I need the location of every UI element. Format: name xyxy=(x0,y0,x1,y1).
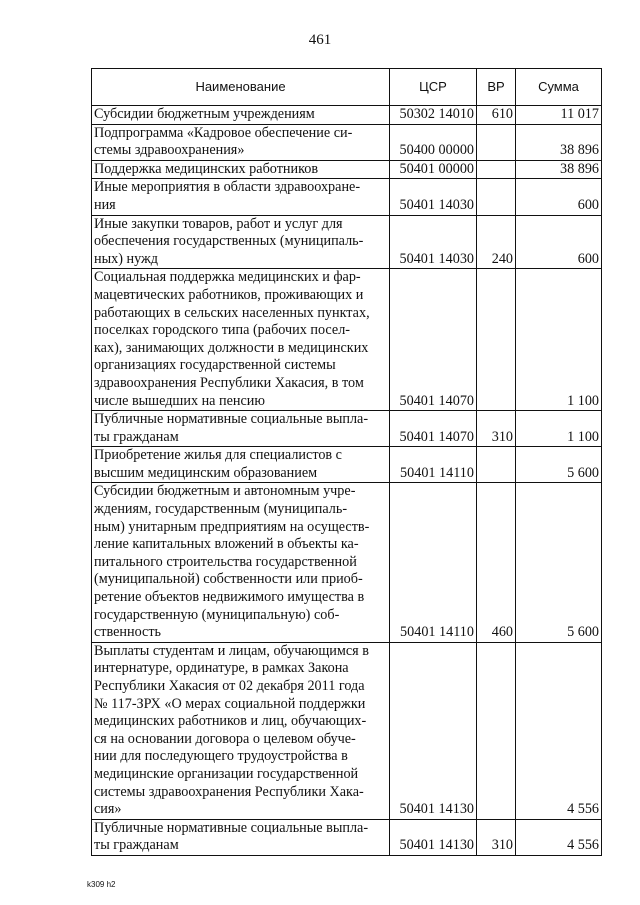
page-number: 461 xyxy=(308,32,332,48)
table-row xyxy=(92,819,602,855)
row-sum-cell: 4 556 xyxy=(516,642,602,819)
table-header-row xyxy=(92,69,602,106)
header-sum: Сумма xyxy=(516,69,602,106)
table-row xyxy=(92,447,602,483)
table-row xyxy=(92,160,602,179)
row-csr-cell: 50401 14130 xyxy=(390,819,477,855)
budget-table xyxy=(91,68,602,856)
table-row xyxy=(92,642,602,819)
row-vr-cell xyxy=(477,447,516,483)
row-name-cell: Публичные нормативные социальные выпла- ты гражданам xyxy=(92,411,390,447)
table-row xyxy=(92,215,602,269)
table-row xyxy=(92,106,602,125)
header-vr: ВР xyxy=(477,69,516,106)
row-name-cell: Субсидии бюджетным учреждениям xyxy=(92,106,390,125)
row-csr-cell: 50401 14110 xyxy=(390,483,477,642)
row-vr-cell: 310 xyxy=(477,819,516,855)
row-csr-cell: 50401 14030 xyxy=(390,179,477,215)
table-row xyxy=(92,483,602,642)
row-name-cell: Поддержка медицинских работников xyxy=(92,160,390,179)
row-vr-cell: 460 xyxy=(477,483,516,642)
row-name-cell: Приобретение жилья для специалистов с высшим медицинским образованием xyxy=(92,447,390,483)
row-vr-cell: 240 xyxy=(477,215,516,269)
row-vr-cell xyxy=(477,642,516,819)
row-sum-cell: 600 xyxy=(516,179,602,215)
row-sum-cell: 38 896 xyxy=(516,160,602,179)
footer-code: k309 h2 xyxy=(87,880,116,889)
table-body xyxy=(92,106,602,856)
row-name-cell: Публичные нормативные социальные выпла- ты гражданам xyxy=(92,819,390,855)
row-csr-cell: 50401 00000 xyxy=(390,160,477,179)
header-name: Наименование xyxy=(92,69,390,106)
table-row xyxy=(92,411,602,447)
row-vr-cell xyxy=(477,160,516,179)
row-name-cell: Выплаты студентам и лицам, обучающимся в интернатуре, ординатуре, в рамках Закона Республики Хакасия от 02 декабря 2011 года № 117-ЗРХ «О мерах социальной поддержки медицинских работников и лиц, обучающих- ся на основании договора о целевом обуче- нии для последующего трудоустройства в медицинские организации государственной системы здравоохранения Республики Хака- сия» xyxy=(92,642,390,819)
row-sum-cell: 600 xyxy=(516,215,602,269)
row-csr-cell: 50401 14130 xyxy=(390,642,477,819)
row-name-cell: Социальная поддержка медицинских и фар- мацевтических работников, проживающих и работающих в сельских населенных пунктах, поселках городского типа (рабочих посел- ках), занимающих должности в медицинских организациях государственной системы здравоохранения Республики Хакасия, в том числе вышедших на пенсию xyxy=(92,269,390,411)
row-vr-cell: 610 xyxy=(477,106,516,125)
row-name-cell: Иные закупки товаров, работ и услуг для обеспечения государственных (муниципаль- ных) нужд xyxy=(92,215,390,269)
table-row xyxy=(92,124,602,160)
row-name-cell: Подпрограмма «Кадровое обеспечение си- стемы здравоохранения» xyxy=(92,124,390,160)
row-name-cell: Субсидии бюджетным и автономным учре- ждениям, государственным (муниципаль- ным) унитарным предприятиям на осуществ- ление капитальных вложений в объекты ка- питального строительства государственной (муниципальной) собственности или приоб- ретение объектов недвижимого имущества в государственную (муниципальную) соб- ственность xyxy=(92,483,390,642)
row-sum-cell: 38 896 xyxy=(516,124,602,160)
row-vr-cell xyxy=(477,124,516,160)
row-vr-cell: 310 xyxy=(477,411,516,447)
row-sum-cell: 1 100 xyxy=(516,269,602,411)
row-sum-cell: 5 600 xyxy=(516,447,602,483)
row-csr-cell: 50401 14070 xyxy=(390,411,477,447)
row-csr-cell: 50400 00000 xyxy=(390,124,477,160)
table-row xyxy=(92,269,602,411)
row-sum-cell: 5 600 xyxy=(516,483,602,642)
row-vr-cell xyxy=(477,179,516,215)
row-csr-cell: 50302 14010 xyxy=(390,106,477,125)
row-csr-cell: 50401 14070 xyxy=(390,269,477,411)
row-sum-cell: 11 017 xyxy=(516,106,602,125)
row-vr-cell xyxy=(477,269,516,411)
row-name-cell: Иные мероприятия в области здравоохране- ния xyxy=(92,179,390,215)
row-sum-cell: 1 100 xyxy=(516,411,602,447)
row-csr-cell: 50401 14030 xyxy=(390,215,477,269)
row-sum-cell: 4 556 xyxy=(516,819,602,855)
table-row xyxy=(92,179,602,215)
row-csr-cell: 50401 14110 xyxy=(390,447,477,483)
header-csr: ЦСР xyxy=(390,69,477,106)
